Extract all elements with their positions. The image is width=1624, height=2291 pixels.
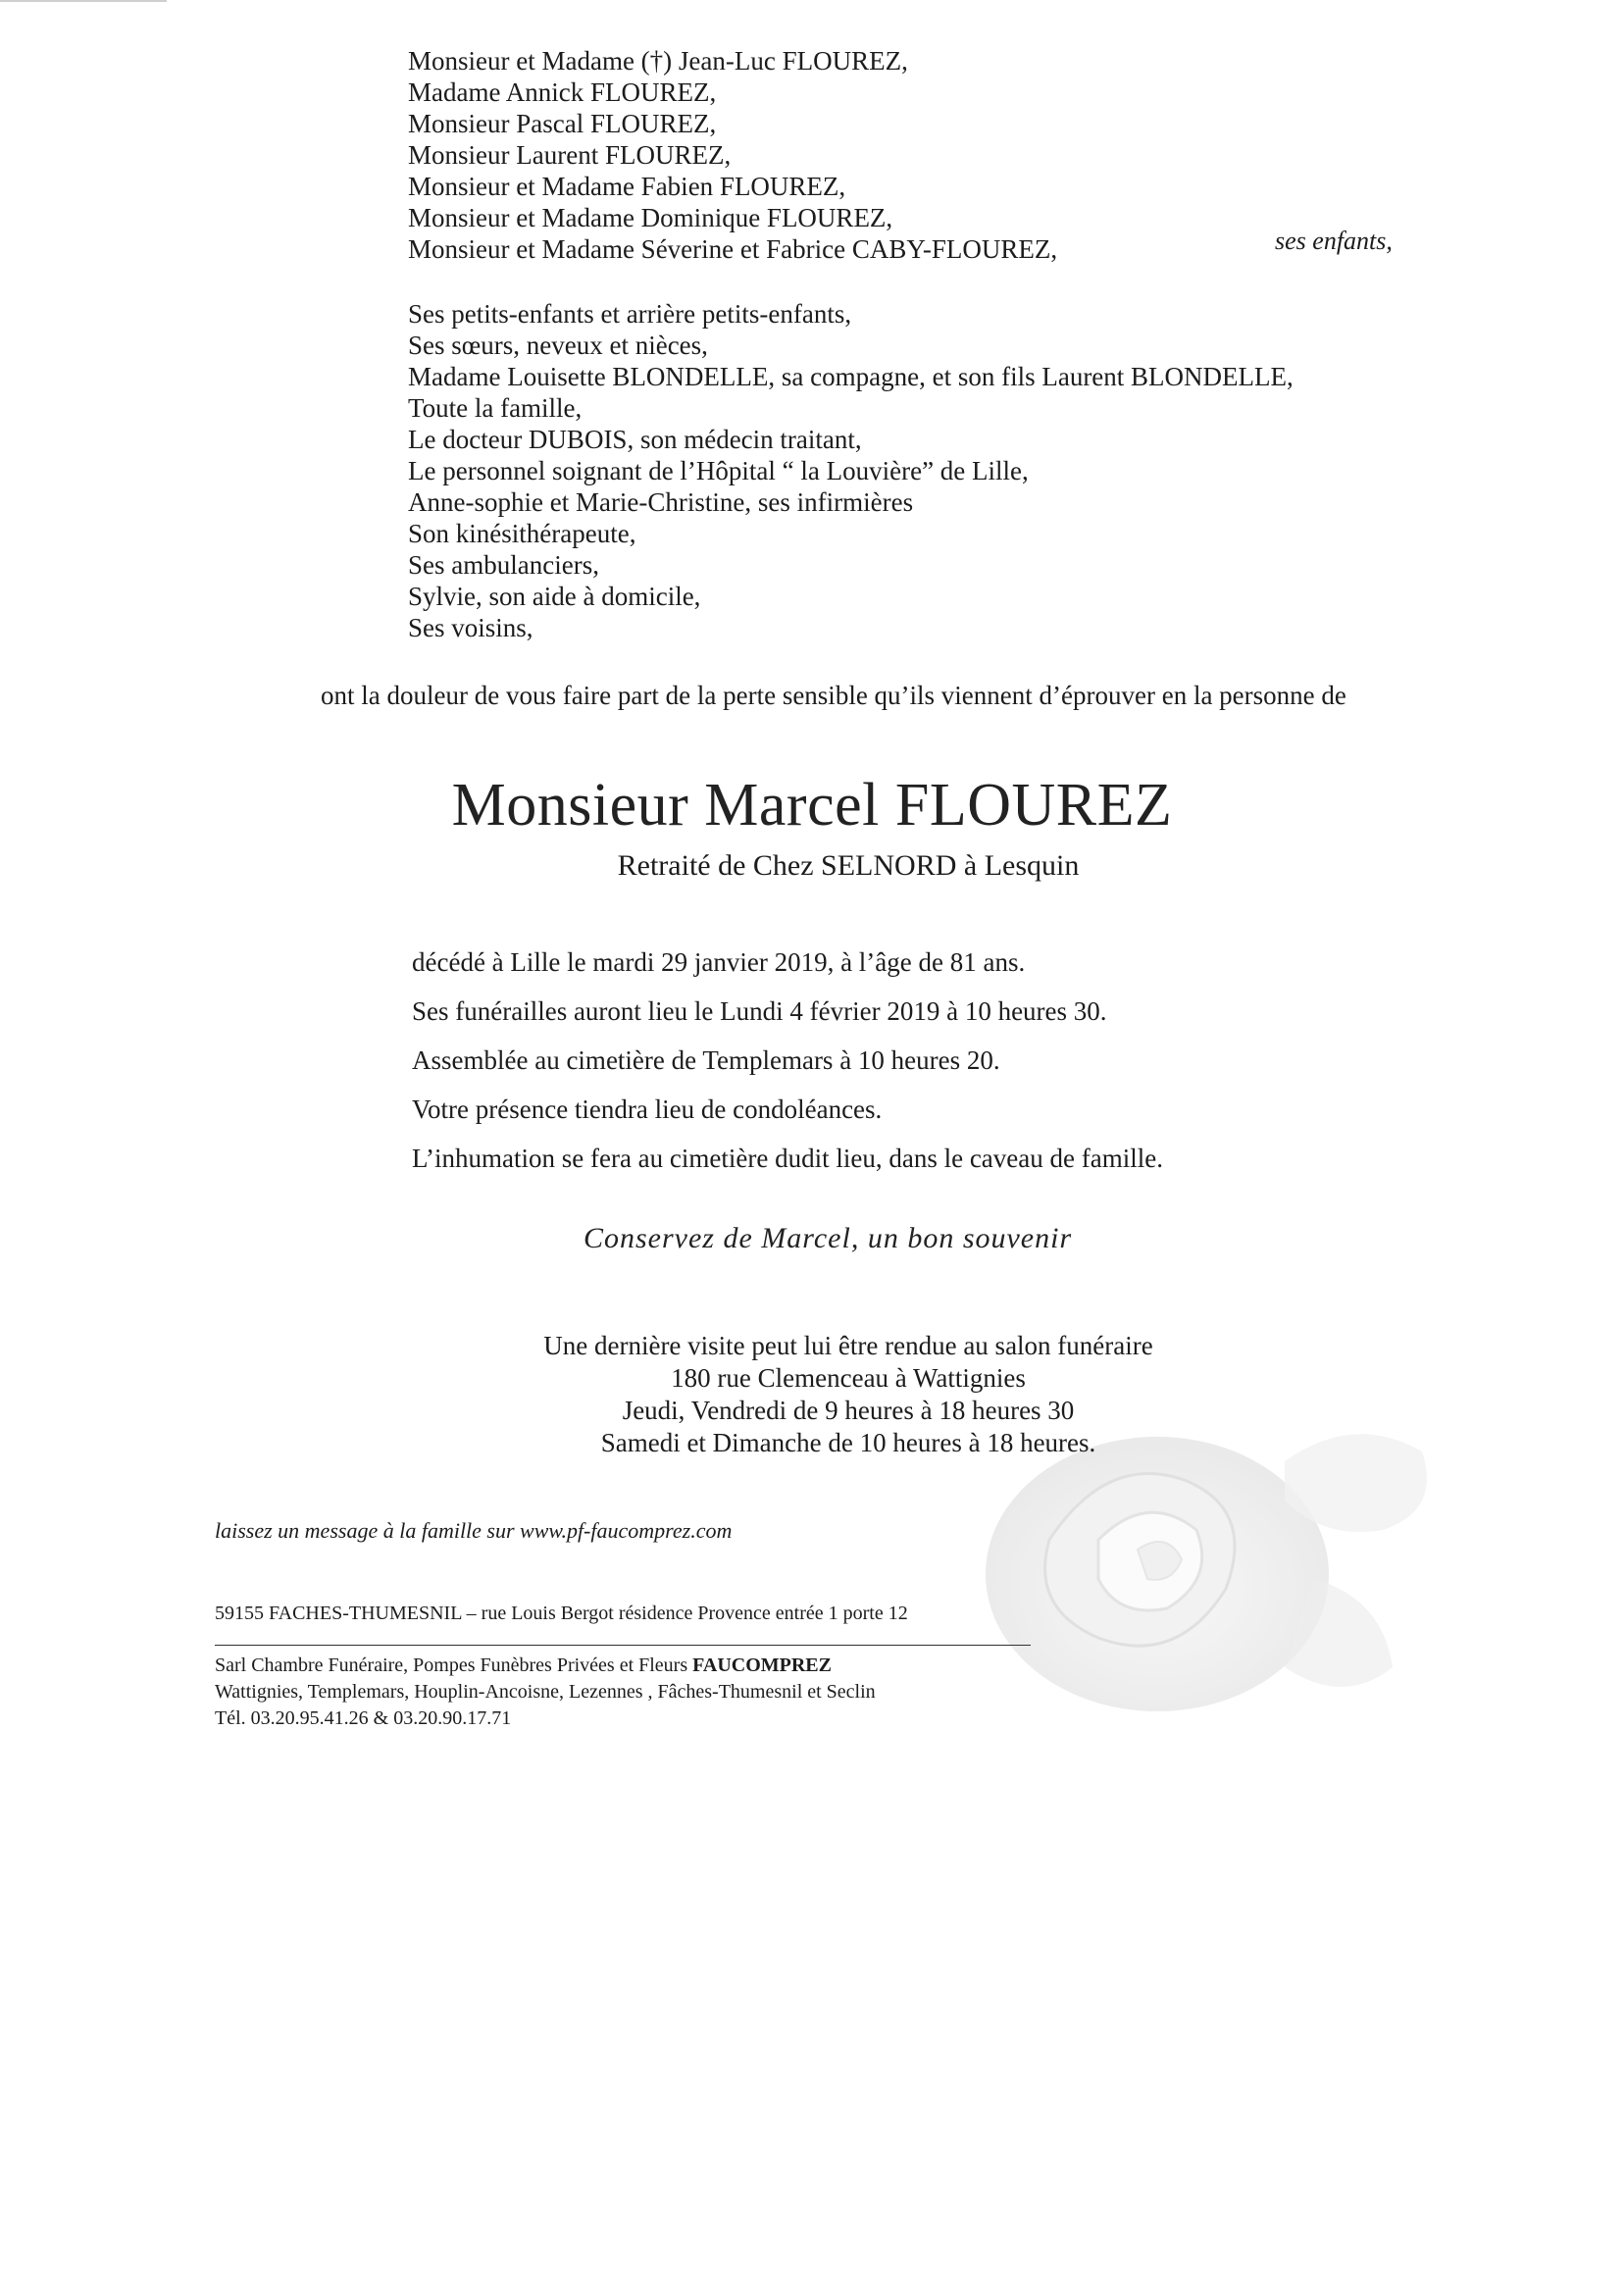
funeral-detail-line: décédé à Lille le mardi 29 janvier 2019, à l’âge de 81 ans. xyxy=(412,947,1026,977)
company-phone: Tél. 03.20.95.41.26 & 03.20.90.17.71 xyxy=(215,1707,512,1729)
company-brand: FAUCOMPREZ xyxy=(692,1655,832,1676)
visit-info-line: 180 rue Clemenceau à Wattignies xyxy=(671,1363,1026,1393)
visit-info-line: Jeudi, Vendredi de 9 heures à 18 heures 30 xyxy=(622,1396,1075,1425)
family-other-line: Ses sœurs, neveux et nièces, xyxy=(408,331,708,360)
announcement-intro: ont la douleur de vous faire part de la perte sensible qu’ils viennent d’éprouver en la personne de xyxy=(321,681,1346,710)
family-other-line: Son kinésithérapeute, xyxy=(408,519,636,548)
family-children-line: Monsieur et Madame (†) Jean-Luc FLOUREZ, xyxy=(408,46,908,76)
funeral-detail-line: L’inhumation se fera au cimetière dudit lieu, dans le caveau de famille. xyxy=(412,1144,1163,1173)
funeral-detail-line: Ses funérailles auront lieu le Lundi 4 février 2019 à 10 heures 30. xyxy=(412,996,1107,1026)
family-children-line: Monsieur et Madame Séverine et Fabrice CABY-FLOUREZ, xyxy=(408,234,1058,264)
website-message: laissez un message à la famille sur www.pf-faucomprez.com xyxy=(215,1518,733,1543)
family-other-line: Le docteur DUBOIS, son médecin traitant, xyxy=(408,425,862,454)
company-line xyxy=(215,1653,832,1679)
funeral-detail-line: Assemblée au cimetière de Templemars à 10 heures 20. xyxy=(412,1045,1000,1075)
visit-info-line: Une dernière visite peut lui être rendue au salon funéraire xyxy=(543,1331,1153,1360)
family-other-line: Madame Louisette BLONDELLE, sa compagne, et son fils Laurent BLONDELLE, xyxy=(408,362,1294,391)
deceased-name: Monsieur Marcel FLOUREZ xyxy=(451,772,1173,839)
family-other-line: Anne-sophie et Marie-Christine, ses infirmières xyxy=(408,487,914,517)
souvenir-script-line: Conservez de Marcel, un bon souvenir xyxy=(584,1222,1073,1254)
family-children-line: Monsieur et Madame Dominique FLOUREZ, xyxy=(408,203,893,232)
visit-info-line: Samedi et Dimanche de 10 heures à 18 heures. xyxy=(600,1428,1096,1457)
deceased-occupation: Retraité de Chez SELNORD à Lesquin xyxy=(617,849,1080,882)
family-other-line: Ses voisins, xyxy=(408,613,533,642)
company-locations: Wattignies, Templemars, Houplin-Ancoisne, Lezennes , Fâches-Thumesnil et Seclin xyxy=(215,1681,876,1703)
children-label: ses enfants, xyxy=(1275,227,1393,255)
divider xyxy=(215,1645,1031,1646)
family-children-line: Monsieur et Madame Fabien FLOUREZ, xyxy=(408,172,846,201)
family-children-line: Monsieur Laurent FLOUREZ, xyxy=(408,140,732,170)
company-name-prefix: Sarl Chambre Funéraire, Pompes Funèbres Privées et Fleurs xyxy=(215,1655,693,1676)
family-address: 59155 FACHES-THUMESNIL – rue Louis Bergot résidence Provence entrée 1 porte 12 xyxy=(215,1603,908,1624)
family-children-line: Monsieur Pascal FLOUREZ, xyxy=(408,109,717,138)
family-children-line: Madame Annick FLOUREZ, xyxy=(408,77,717,107)
family-other-line: Sylvie, son aide à domicile, xyxy=(408,582,701,611)
family-other-line: Ses petits-enfants et arrière petits-enfants, xyxy=(408,299,852,329)
scan-edge-line xyxy=(0,0,167,2)
family-other-line: Le personnel soignant de l’Hôpital “ la Louvière” de Lille, xyxy=(408,456,1029,485)
family-other-line: Ses ambulanciers, xyxy=(408,550,599,580)
funeral-detail-line: Votre présence tiendra lieu de condoléances. xyxy=(412,1095,883,1124)
family-other-line: Toute la famille, xyxy=(408,393,583,423)
